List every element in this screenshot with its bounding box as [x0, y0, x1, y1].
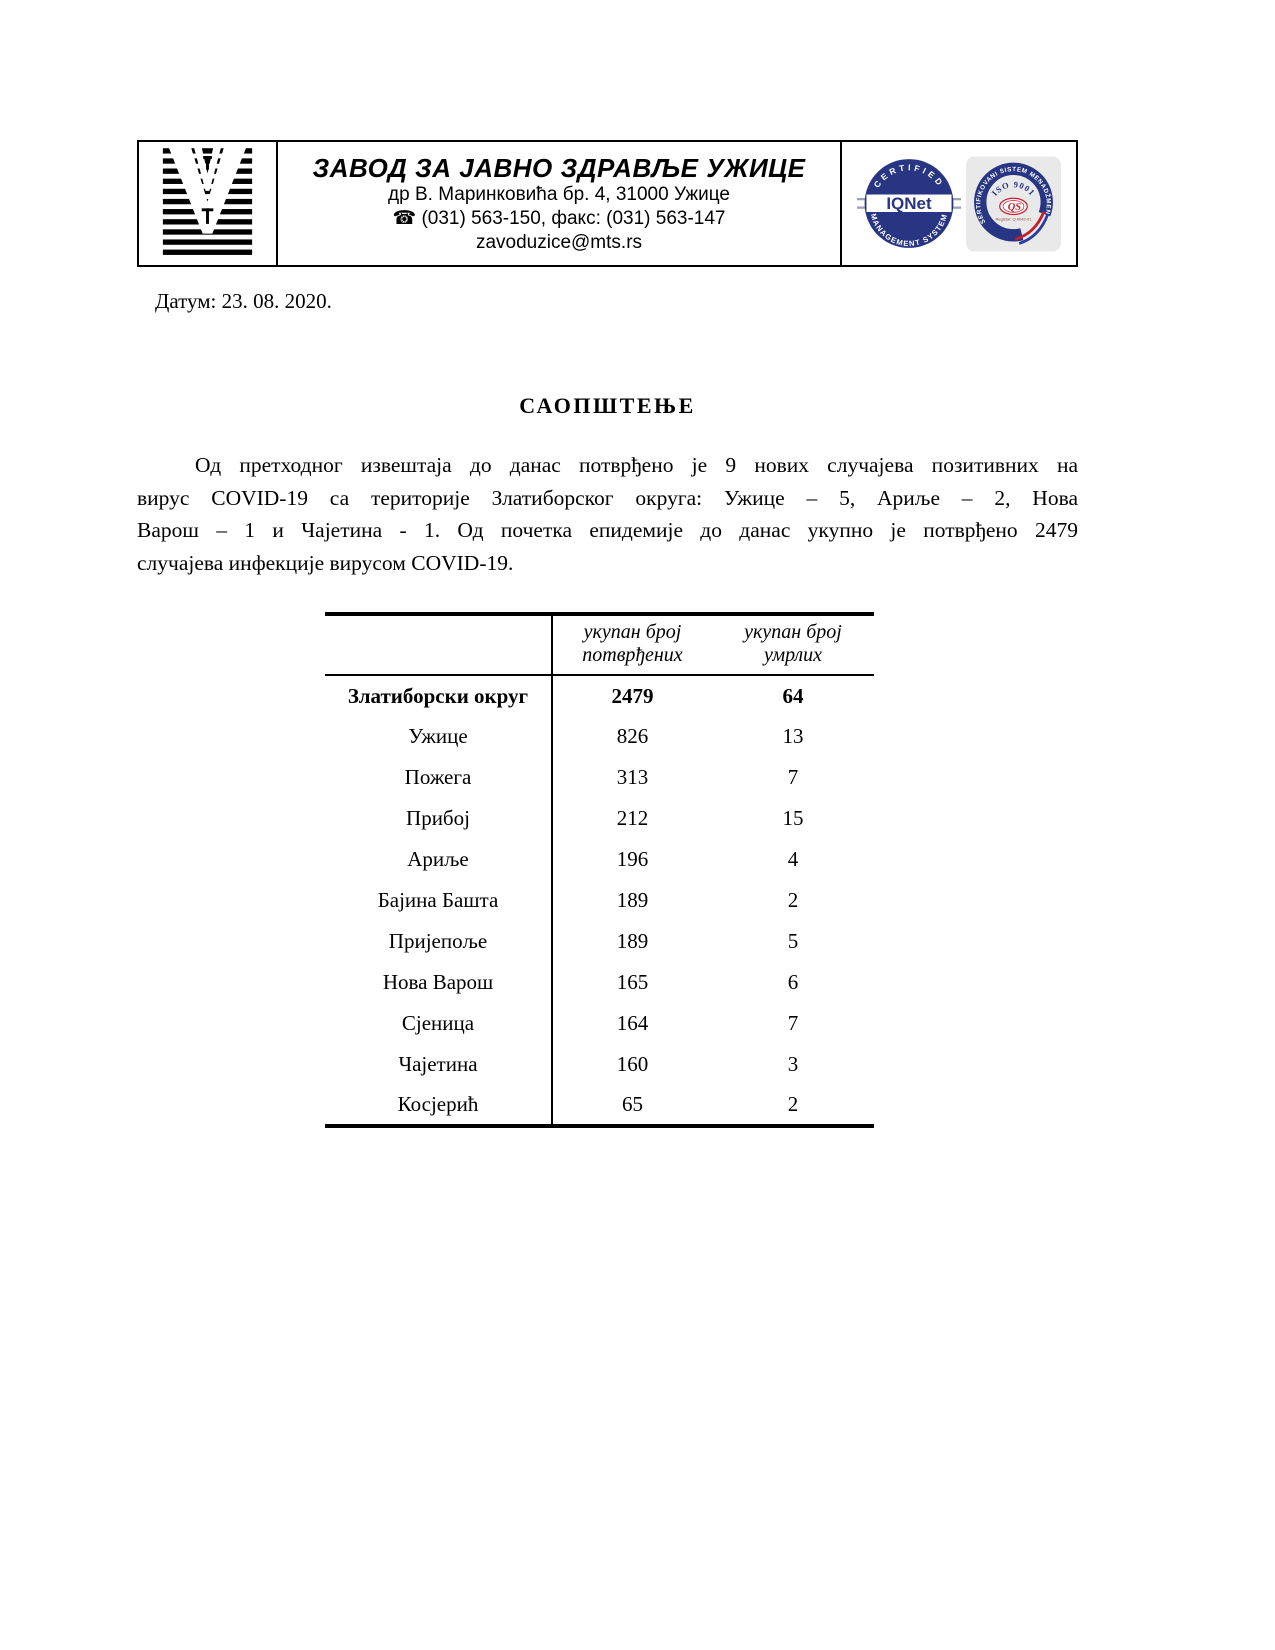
confirmed-cell: 164	[616, 1011, 649, 1035]
iso-standard-label: ISO 9001	[989, 178, 1038, 198]
table-row	[325, 716, 874, 757]
deaths-cell: 13	[782, 724, 804, 748]
org-phone	[284, 207, 834, 231]
deaths-cell: 2	[787, 888, 799, 912]
table-row	[325, 962, 874, 1003]
confirmed-cell: 212	[616, 806, 649, 830]
paragraph-line: Од претходног извештаја до данас потврђено је 9 нових случајева позитивних на	[195, 453, 1078, 477]
table-row	[325, 675, 874, 716]
area-cell: Нова Варош	[325, 962, 552, 1003]
area-cell: Ариље	[325, 839, 552, 880]
area-cell: Бајина Башта	[325, 880, 552, 921]
paragraph-line: вирус COVID-19 са територије Златиборског округа: Ужице – 5, Ариље – 2, Нова	[137, 485, 1078, 510]
certification-logos	[842, 142, 1076, 265]
confirmed-cell: 826	[616, 724, 649, 748]
area-cell: Пожега	[325, 757, 552, 798]
institute-logo-cell	[139, 142, 278, 265]
deaths-cell: 4	[787, 847, 799, 871]
page-title: САОПШТЕЊЕ	[519, 393, 696, 418]
area-cell: Пријепоље	[325, 921, 552, 962]
deaths-cell: 3	[787, 1052, 799, 1076]
confirmed-cell: 189	[616, 888, 649, 912]
phone-icon: ☎	[392, 207, 417, 229]
deaths-column-header: укупан број умрлих	[712, 614, 874, 675]
area-cell: Сјеница	[325, 1003, 552, 1044]
deaths-cell: 15	[782, 806, 804, 830]
table-row	[325, 1085, 874, 1126]
iqnet-logo-icon	[857, 155, 961, 252]
confirmed-cell: 2479	[611, 683, 654, 708]
covid-statistics-table	[325, 612, 874, 1128]
table-row	[325, 839, 874, 880]
iqnet-name-label: IQNet	[886, 194, 932, 214]
letterhead-text	[278, 142, 842, 265]
deaths-cell: 6	[787, 970, 799, 994]
deaths-cell: 2	[787, 1092, 799, 1116]
table-body	[325, 675, 874, 1126]
letterhead	[137, 140, 1078, 267]
confirmed-cell: 165	[616, 970, 649, 994]
iso-registry-label: Registar: Q-0042-01	[995, 216, 1032, 222]
paragraph-line: случајева инфекције вирусом COVID-19.	[137, 550, 514, 575]
area-cell: Прибој	[325, 798, 552, 839]
confirmed-cell: 65	[622, 1092, 643, 1116]
area-cell: Косјерић	[325, 1085, 552, 1126]
iso-arc-label: SERTIFIKOVANI SISTEM MENADŽMENTA	[975, 165, 1052, 225]
area-column-header	[325, 614, 552, 675]
deaths-cell: 64	[782, 683, 804, 708]
confirmed-cell: 313	[616, 765, 649, 789]
table-row	[325, 798, 874, 839]
phone-numbers: (031) 563-150, факс: (031) 563-147	[421, 207, 726, 229]
deaths-cell: 7	[787, 1011, 799, 1035]
iso-9001-logo-icon	[966, 154, 1061, 254]
table-row	[325, 880, 874, 921]
deaths-cell: 5	[787, 929, 799, 953]
area-cell: Ужице	[325, 716, 552, 757]
confirmed-column-header: укупан број потврђених	[552, 614, 712, 675]
body-paragraph	[137, 449, 1078, 579]
paragraph-line: Варош – 1 и Чајетина - 1. Од почетка епидемије до данас укупно је потврђено 2479	[137, 518, 1078, 542]
table-header-row	[325, 614, 874, 675]
iqnet-arc-bottom-label: MANAGEMENT SYSTEM	[868, 212, 950, 249]
org-name: ЗАВОД ЗА ЈАВНО ЗДРАВЉЕ УЖИЦЕ	[312, 152, 806, 183]
deaths-cell: 7	[787, 765, 799, 789]
org-address: др В. Маринковића бр. 4, 31000 Ужице	[388, 183, 730, 205]
table-row	[325, 921, 874, 962]
org-email: zavoduzice@mts.rs	[475, 231, 643, 253]
area-cell: Чајетина	[325, 1044, 552, 1085]
confirmed-cell: 196	[616, 847, 649, 871]
area-cell: Златиборски округ	[325, 675, 552, 716]
table-row	[325, 1044, 874, 1085]
institute-logo-icon	[159, 148, 256, 260]
table-row	[325, 1003, 874, 1044]
date-line: Датум: 23. 08. 2020.	[155, 289, 332, 313]
table-row	[325, 757, 874, 798]
confirmed-cell: 160	[616, 1052, 649, 1076]
iso-qs-emblem-label: QS	[1007, 201, 1022, 213]
iqnet-arc-top-label: CERTIFIED	[871, 162, 947, 190]
confirmed-cell: 189	[616, 929, 649, 953]
